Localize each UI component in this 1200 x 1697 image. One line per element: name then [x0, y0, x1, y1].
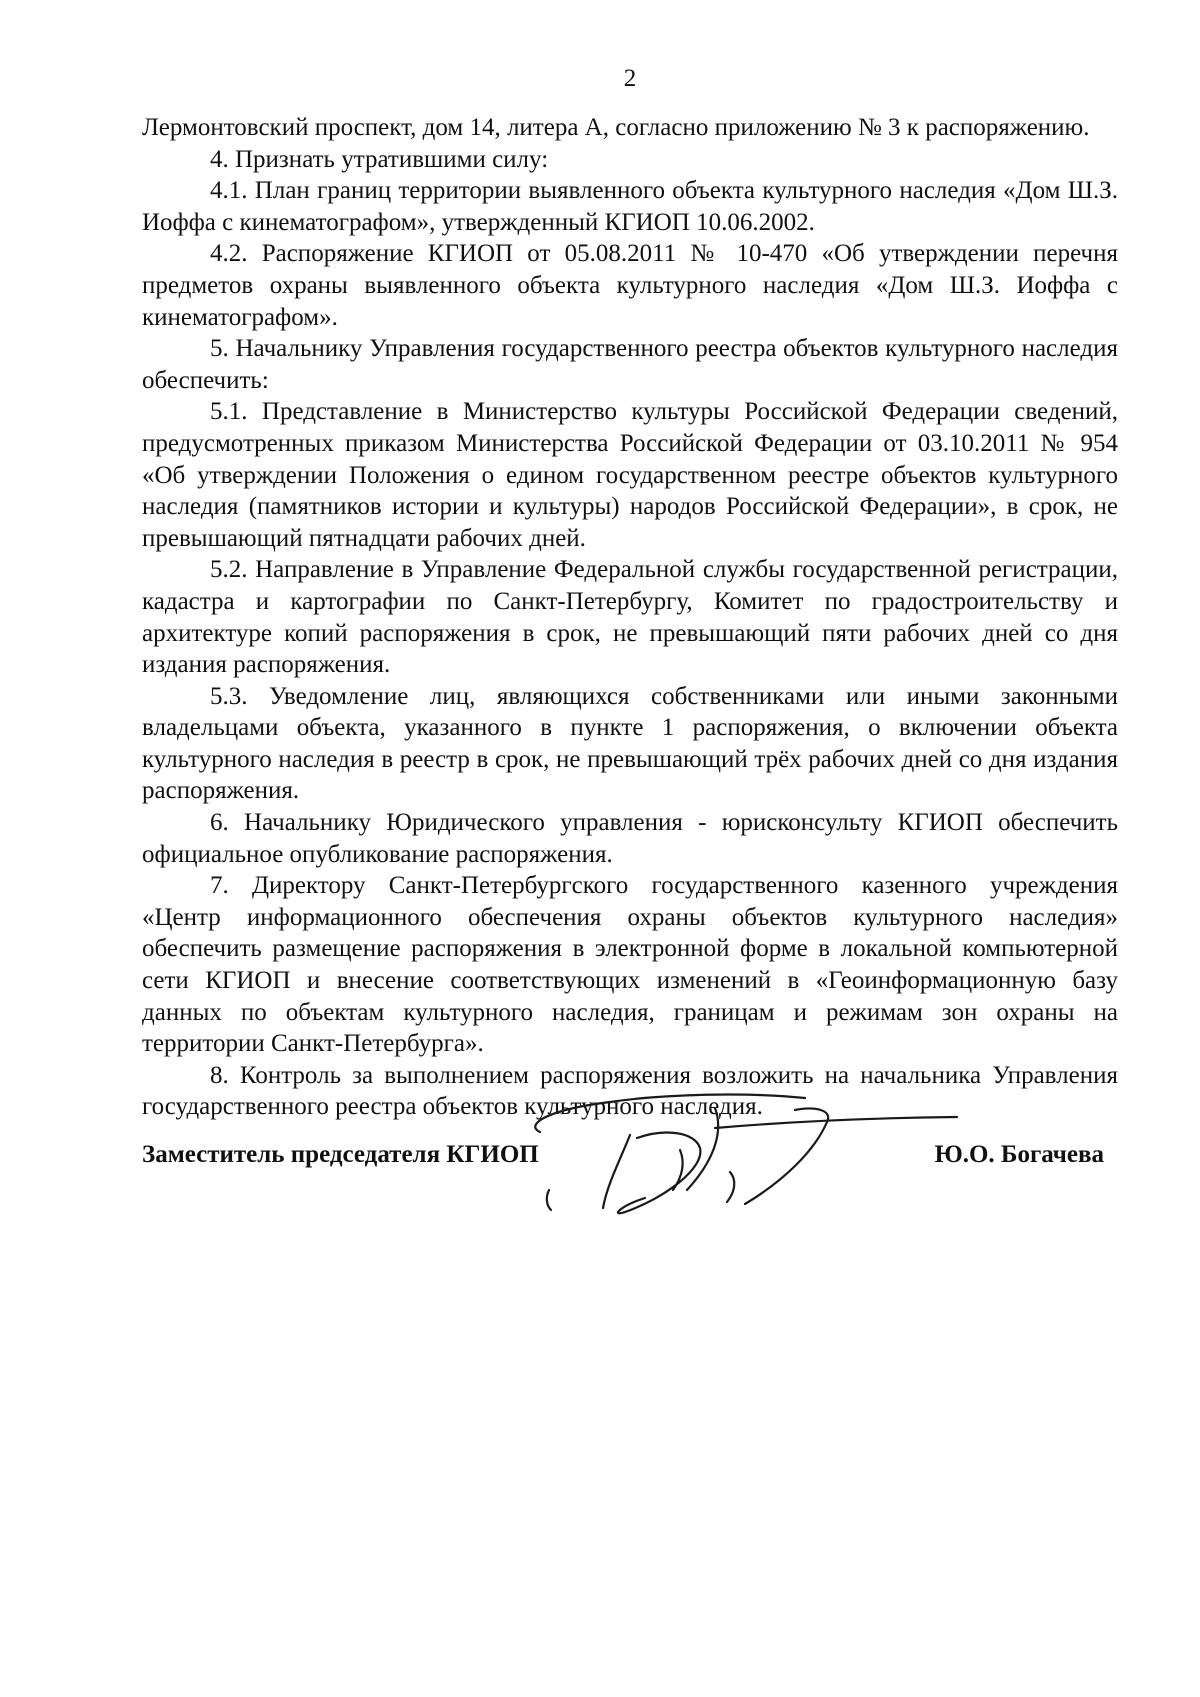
signature-stroke [535, 1095, 805, 1132]
signature-stroke [603, 1135, 630, 1208]
signature-block [0, 1080, 1200, 1230]
paragraph-item-5-3: 5.3. Уведомление лиц, являющихся собственниками или иными законными владельцами объекта, указанного в пункте 1 распоряжения, о включении объекта культурного наследия в реестр в срок, не превышающий трёх рабочих дней со дня издания распоряжения. [142, 682, 1118, 805]
paragraph-address-continuation: Лермонтовский проспект, дом 14, литера А, согласно приложению № 3 к распоряжению. [142, 114, 1090, 141]
paragraph-item-8: 8. Контроль за выполнением распоряжения возложить на начальника Управления государственного реестра объектов культурного наследия. [142, 1061, 1118, 1121]
paragraph-item-4: 4. Признать утратившими силу: [210, 145, 549, 173]
document-body [142, 112, 1118, 1123]
paragraph-item-5-1: 5.1. Представление в Министерство культуры Российской Федерации сведений, предусмотренных приказом Министерства Российской Федерации от 03.10.2011 № 954 «Об утверждении Положения о едином государственном реестре объектов культурного наследия (памятников истории и культуры) народов Российской Федерации», в срок, не превышающий пятнадцати рабочих дней. [142, 398, 1118, 552]
signer-title: Заместитель председателя КГИОП [142, 1141, 539, 1168]
paragraph-item-4-2: 4.2. Распоряжение КГИОП от 05.08.2011 № 10-470 «Об утверждении перечня предметов охраны выявленного объекта культурного наследия «Дом Ш.З. Иоффа с кинематографом». [142, 240, 1118, 331]
page-number: 2 [623, 65, 637, 92]
signature-stroke [687, 1108, 718, 1190]
signature-stroke [618, 1133, 700, 1214]
signer-name: Ю.О. Богачева [934, 1141, 1104, 1168]
signature-stroke [727, 1172, 734, 1202]
paragraph-item-5-2: 5.2. Направление в Управление Федеральной службы государственной регистрации, кадастра и картографии по Санкт-Петербургу, Комитет по градостроительству и архитектуре копий распоряжения в срок, не превышающий пяти рабочих дней со дня издания распоряжения. [142, 556, 1118, 679]
paragraph-item-6: 6. Начальнику Юридического управления - юрисконсульту КГИОП обеспечить официальное опубликование распоряжения. [142, 809, 1118, 868]
paragraph-item-5: 5. Начальнику Управления государственного реестра объектов культурного наследия обеспечить: [142, 335, 1118, 394]
handwritten-signature [515, 1080, 975, 1230]
signature-stroke [715, 1117, 957, 1128]
paragraph-item-7: 7. Директору Санкт-Петербургского государственного казенного учреждения «Центр информационного обеспечения охраны объектов культурного наследия» обеспечить размещение распоряжения в электронной форме в локальной компьютерной сети КГИОП и внесение соответствующих изменений в «Геоинформационную базу данных по объектам культурного наследия, границам и режимам зон охраны на территории Санкт-Петербурга». [142, 872, 1118, 1058]
signature-stroke [547, 1190, 551, 1210]
paragraph-item-4-1: 4.1. План границ территории выявленного объекта культурного наследия «Дом Ш.З. Иоффа с кинематографом», утвержденный КГИОП 10.06.2002. [142, 177, 1118, 236]
signature-stroke [673, 1150, 683, 1190]
